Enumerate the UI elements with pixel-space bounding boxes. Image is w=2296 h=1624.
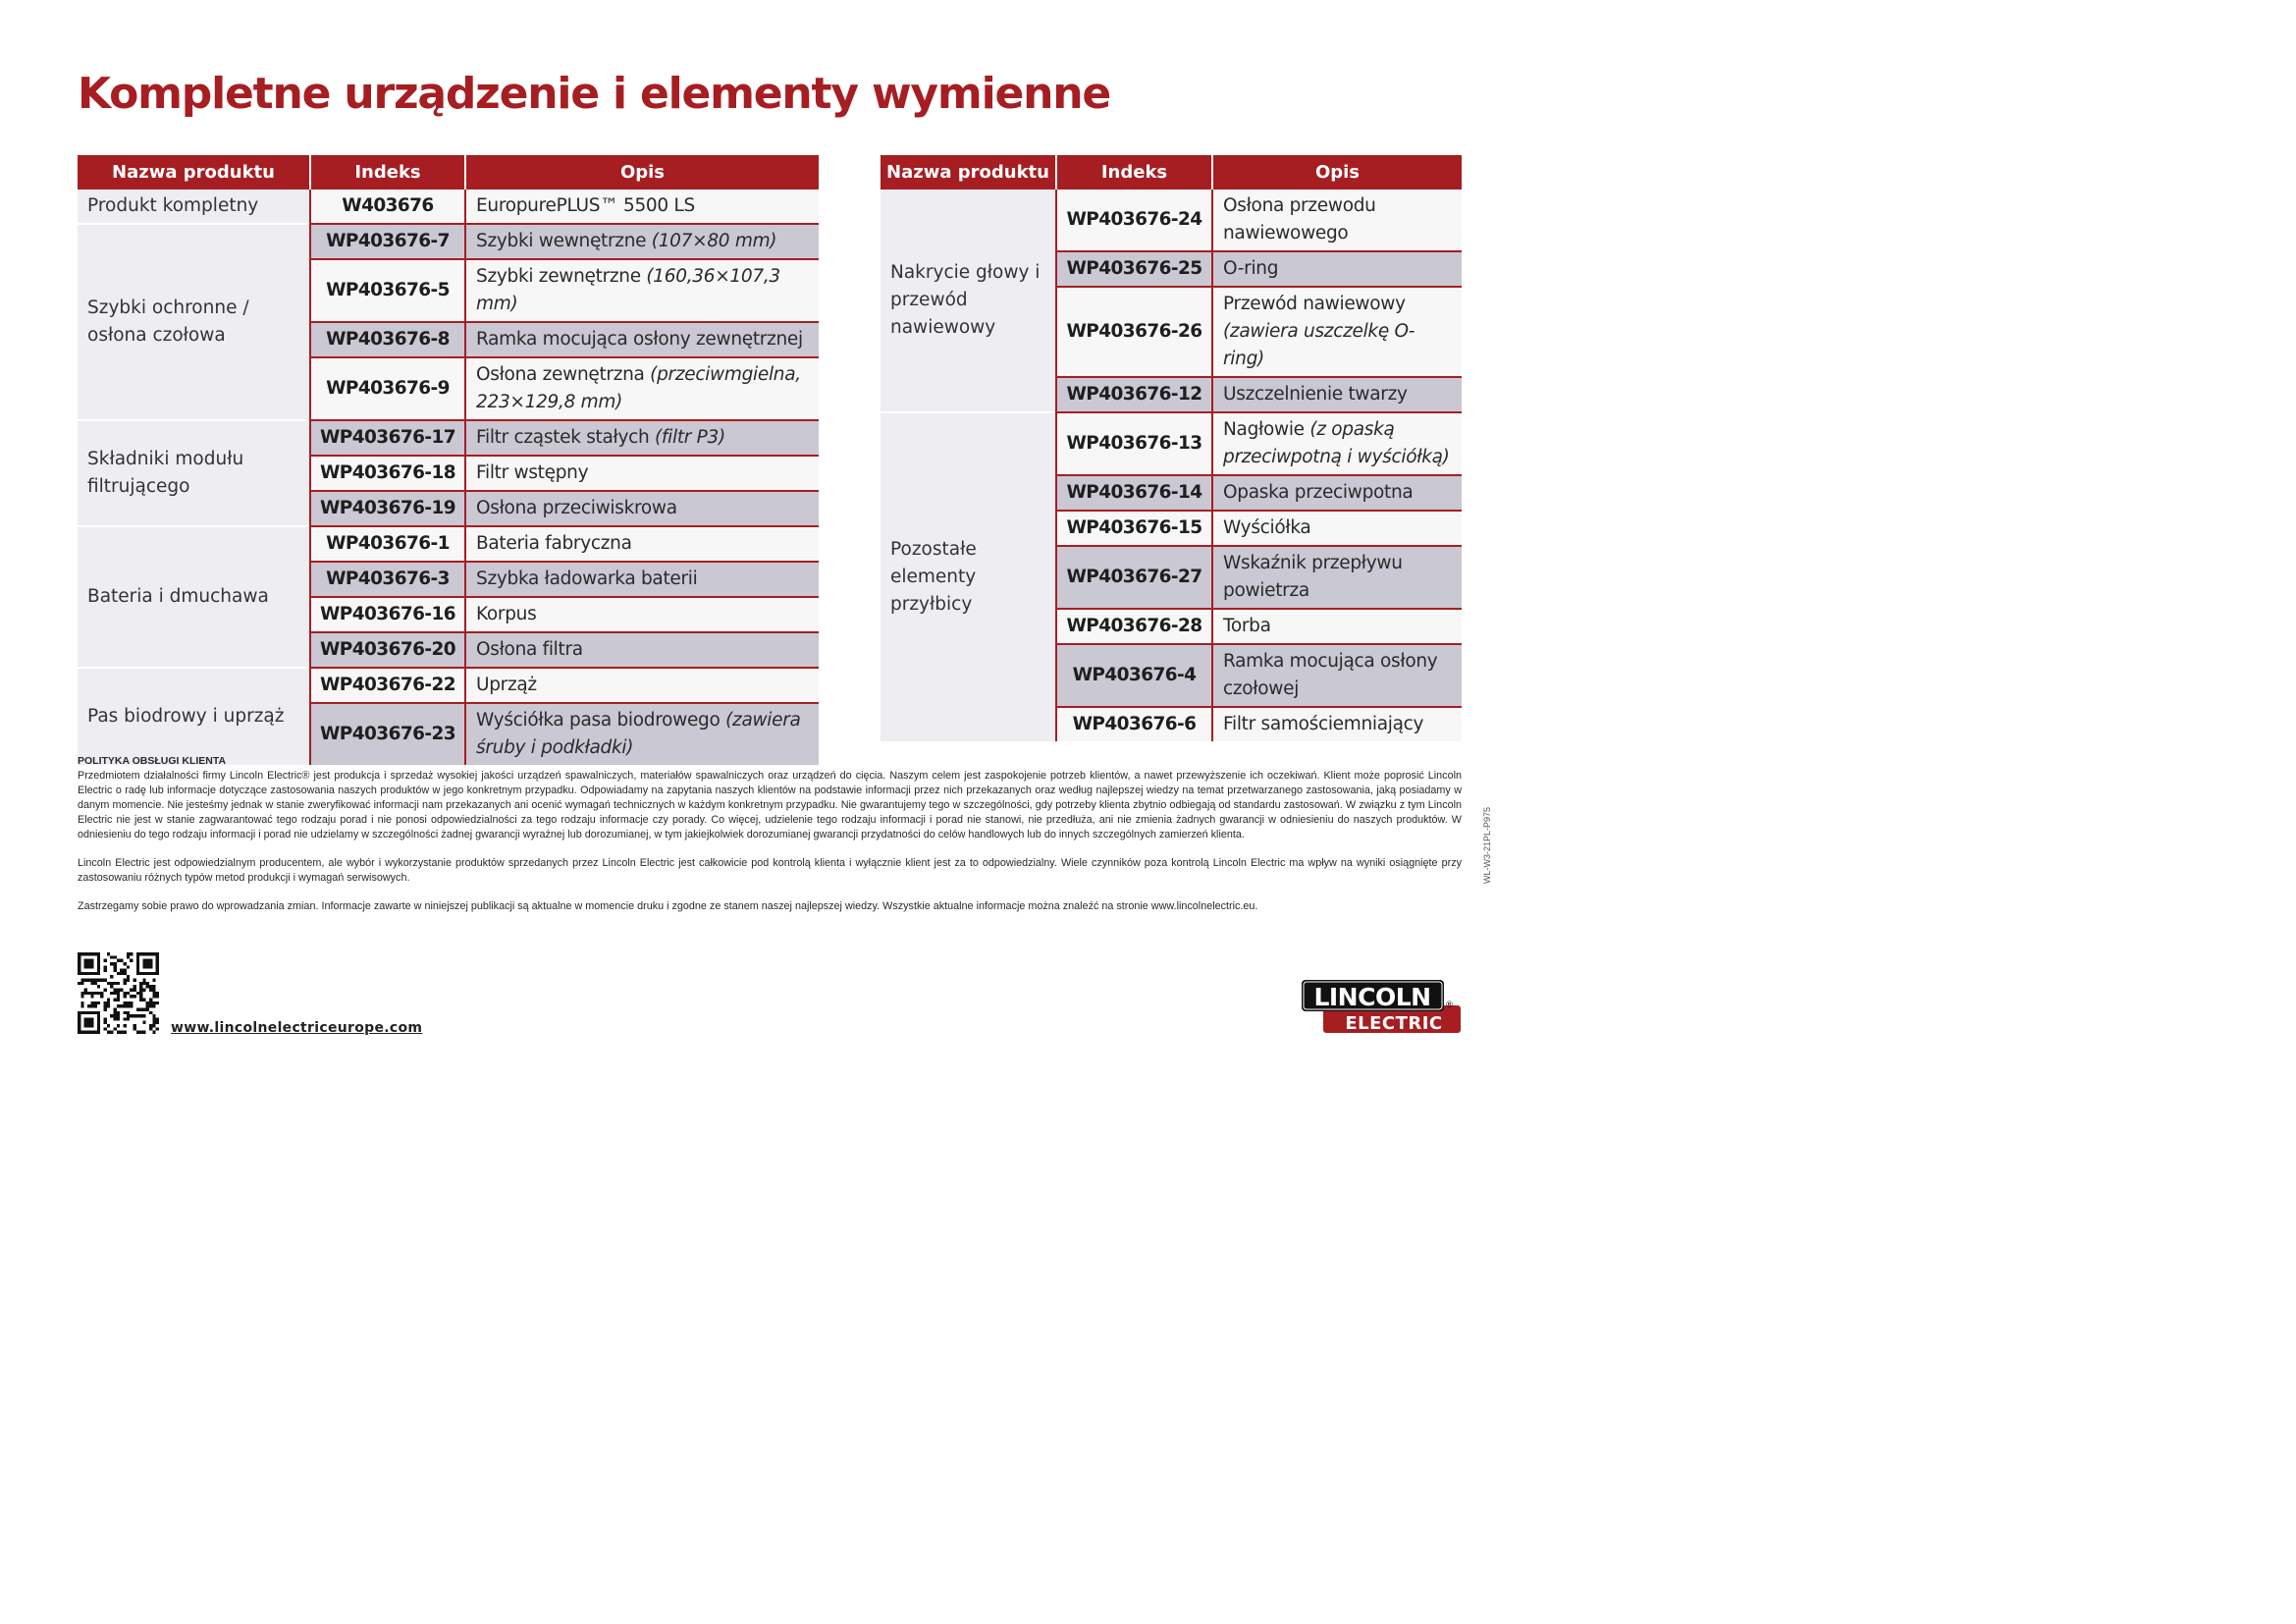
product-index: WP403676-19 [310,491,465,526]
product-index: WP403676-9 [310,357,465,420]
product-description [465,491,819,526]
product-index: WP403676-18 [310,456,465,491]
product-description [1212,707,1462,741]
description-text: Osłona zewnętrzna [476,364,651,385]
product-description [465,322,819,357]
product-description [465,189,819,224]
description-text: Szybki zewnętrzne [476,266,647,287]
description-text: Szybka ładowarka baterii [476,568,698,589]
product-group-name: Produkt kompletny [78,189,310,224]
svg-text:LINCOLN: LINCOLN [1313,983,1431,1011]
description-text: Przewód nawiewowy [1223,294,1406,314]
product-index: W403676 [310,189,465,224]
policy-paragraph: Przedmiotem działalności firmy Lincoln Electric® jest produkcja i sprzedaż wysokiej jakości urządzeń spawalniczych, materiałów spawalniczych oraz urządzeń do cięcia. Naszym celem jest zaspokojenie potrzeb klientów, a nawet przewyższenie ich oczekiwań. Klient może poprosić Lincoln Electric o radę lub informacje dotyczące zastosowania naszych produktów w jego konkretnym przypadku. Odpowiadamy na zapytania naszych klientów na podstawie informacji przez nich przekazanych oraz według najlepszej wiedzy na temat przetwarzanego zastosowania, jaką posiadamy w danym momencie. Nie jesteśmy jednak w stanie zweryfikować informacji nam przekazanych ani ocenić wymagań technicznych w każdym konkretnym przypadku. Nie gwarantujemy tego w szczególności, gdy potrzeby klienta zbytnio odbiegają od standardu zastosowań. W związku z tym Lincoln Electric nie jest w stanie zagwarantować tego rodzaju porad i nie ponosi odpowiedzialności za tego rodzaju informacje czy porady. Co więcej, udzielenie tego rodzaju informacji i porad nie stanowi, nie przedłuża, ani nie zmienia żadnych gwarancji w odniesieniu do naszych produktów. W odniesieniu do tego rodzaju informacji i porad nie udzielamy w szczególności żadnej gwarancji wyraźnej lub dorozumianej, w tym jakiejkolwiek dorozumianej gwarancji przydatności do celów handlowych lub do innych szczególnych zamierzeń klienta. [78,770,1462,840]
product-index: WP403676-12 [1056,377,1212,412]
header-product-name: Nazwa produktu [881,155,1056,189]
table-body [881,189,1462,741]
product-description [465,526,819,562]
product-index: WP403676-15 [1056,511,1212,546]
qr-code-icon [78,952,159,1034]
product-index: WP403676-22 [310,668,465,703]
product-group-name: Nakrycie głowy i przewód nawiewowy [881,189,1056,412]
table-row [78,668,819,703]
product-description [465,224,819,259]
table-row [78,420,819,456]
product-index: WP403676-16 [310,597,465,632]
product-index: WP403676-6 [1056,707,1212,741]
product-index: WP403676-27 [1056,546,1212,609]
description-note: (zawiera śruby i podkładki) [476,710,801,758]
product-index: WP403676-1 [310,526,465,562]
product-description [1212,287,1462,377]
product-description [1212,251,1462,287]
product-description [465,562,819,597]
description-text: Filtr cząstek stałych [476,427,656,448]
product-group-name: Pozostałe elementy przyłbicy [881,412,1056,741]
product-description [465,597,819,632]
description-note: (107×80 mm) [651,231,777,251]
description-text: Filtr wstępny [476,462,589,483]
description-text: Opaska przeciwpotna [1223,482,1414,503]
description-note: (filtr P3) [655,427,725,448]
product-index: WP403676-8 [310,322,465,357]
description-text: Osłona przeciwiskrowa [476,498,677,518]
header-product-name: Nazwa produktu [78,155,310,189]
product-index: WP403676-24 [1056,189,1212,251]
product-description [1212,546,1462,609]
product-description [465,456,819,491]
table-row [78,189,819,224]
product-index: WP403676-3 [310,562,465,597]
table-row [78,526,819,562]
description-text: EuropurePLUS™ 5500 LS [476,195,695,216]
product-index: WP403676-14 [1056,475,1212,511]
table-header-row [881,155,1462,189]
description-text: Wyściółka [1223,517,1311,538]
product-index: WP403676-17 [310,420,465,456]
description-text: Bateria fabryczna [476,533,632,554]
description-text: O-ring [1223,258,1279,279]
product-index: WP403676-23 [310,703,465,765]
product-index: WP403676-13 [1056,412,1212,475]
product-index: WP403676-26 [1056,287,1212,377]
product-description [1212,644,1462,707]
product-description [1212,189,1462,251]
product-description [465,259,819,322]
product-group-name: Pas biodrowy i uprząż [78,668,310,765]
description-text: Korpus [476,604,537,624]
product-index: WP403676-28 [1056,609,1212,644]
customer-policy [78,754,1462,928]
header-description: Opis [465,155,819,189]
policy-paragraph: Lincoln Electric jest odpowiedzialnym producentem, ale wybór i wykorzystanie produktów sprzedanych przez Lincoln Electric jest całkowicie pod kontrolą klienta i wyłącznie klient jest za to odpowiedzialny. Wiele czynników poza kontrolą Lincoln Electric ma wpływ na wyniki osiągnięte przy zastosowaniu różnych typów metod produkcji i wymagań serwisowych. [78,857,1462,884]
description-text: Wskaźnik przepływu powietrza [1223,553,1403,601]
header-index: Indeks [1056,155,1212,189]
policy-heading: POLITYKA OBSŁUGI KLIENTA [78,755,227,767]
description-note: (z opaską przeciwpotną i wyściółką) [1223,419,1450,467]
table-body [78,189,819,765]
description-text: Ramka mocująca osłony zewnętrznej [476,329,803,350]
description-text: Ramka mocująca osłony czołowej [1223,651,1438,699]
description-text: Osłona filtra [476,639,583,660]
description-text: Osłona przewodu nawiewowego [1223,195,1376,244]
product-description [1212,475,1462,511]
product-description [465,420,819,456]
product-description [1212,609,1462,644]
product-index: WP403676-20 [310,632,465,668]
description-note: (zawiera uszczelkę O-ring) [1223,321,1415,369]
website-link[interactable]: www.lincolnelectriceurope.com [171,1020,423,1036]
description-note: (przeciwmgielna, 223×129,8 mm) [476,364,801,412]
lincoln-electric-logo-icon [1302,980,1463,1037]
svg-text:ELECTRIC: ELECTRIC [1345,1013,1443,1034]
product-group-name: Składniki modułu filtrującego [78,420,310,526]
description-text: Wyściółka pasa biodrowego [476,710,726,731]
description-text: Uprząż [476,675,537,695]
document-code: WL-W3-21PL-P975 [1482,806,1492,884]
description-text: Filtr samościemniający [1223,714,1424,734]
product-group-name: Szybki ochronne / osłona czołowa [78,224,310,420]
table-header-row [78,155,819,189]
product-index: WP403676-25 [1056,251,1212,287]
product-description [465,357,819,420]
product-description [465,632,819,668]
header-index: Indeks [310,155,465,189]
product-description [1212,377,1462,412]
description-text: Nagłowie [1223,419,1310,440]
product-index: WP403676-4 [1056,644,1212,707]
description-text: Szybki wewnętrzne [476,231,652,251]
product-index: WP403676-5 [310,259,465,322]
description-text: Torba [1223,616,1271,636]
table-row [78,224,819,259]
product-group-name: Bateria i dmuchawa [78,526,310,668]
table-row [881,189,1462,251]
svg-text:®: ® [1445,1001,1454,1010]
product-description [1212,412,1462,475]
header-description: Opis [1212,155,1462,189]
product-table-left [78,155,819,765]
table-row [881,412,1462,475]
product-description [465,668,819,703]
description-text: Uszczelnienie twarzy [1223,384,1408,405]
product-index: WP403676-7 [310,224,465,259]
description-note: (160,36×107,3 mm) [476,266,780,314]
policy-paragraph: Zastrzegamy sobie prawo do wprowadzania zmian. Informacje zawarte w niniejszej publikacji są aktualne w momencie druku i zgodne ze stanem naszej najlepszej wiedzy. Wszystkie aktualne informacje można znaleźć na stronie www.lincolnelectric.eu. [78,900,1258,912]
page-title: Kompletne urządzenie i elementy wymienne [78,69,1110,119]
product-table-right [881,155,1462,741]
product-description [1212,511,1462,546]
